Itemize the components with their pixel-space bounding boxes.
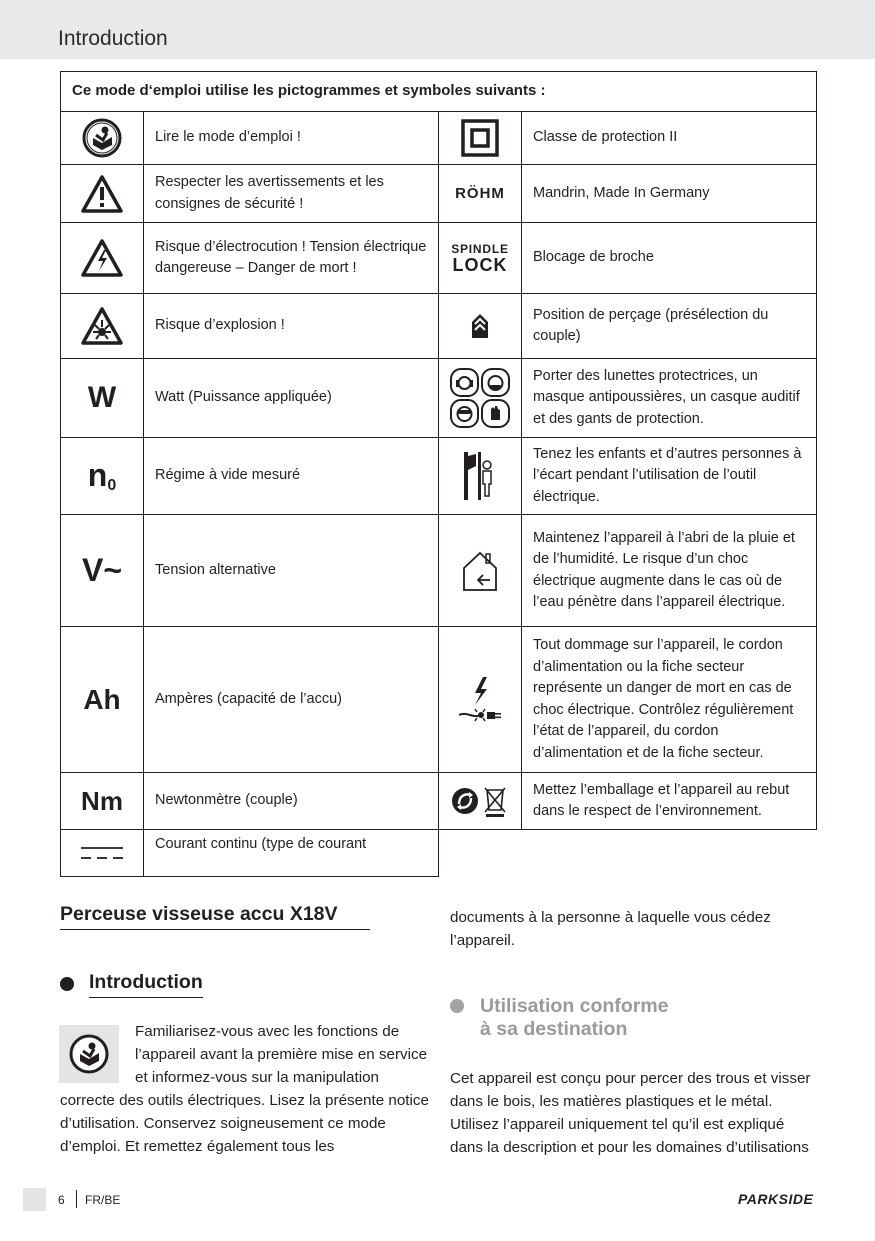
alternating-voltage-symbol: V~ [60,514,144,627]
product-title: Perceuse visseuse accu X18V [60,903,370,930]
protective-equipment-icon [438,358,522,438]
bullet-icon [60,977,74,991]
table-cell-text: Blocage de broche [521,222,817,294]
table-cell-text: Régime à vide mesuré [143,437,439,515]
no-load-speed-symbol: $n_0$ [60,437,144,515]
table-header [60,71,817,112]
table-cell-text: Lire le mode d’emploi ! [143,111,439,165]
table-cell-text: Porter des lunettes protectrices, un masque antipoussières, un casque auditif et des gants de protection. [521,358,817,438]
explosion-triangle-icon [60,293,144,359]
table-cell-text: Classe de protection II [521,111,817,165]
keep-children-away-icon [438,437,522,515]
intro-paragraph-3: documents à la personne à laquelle vous cédez l’appareil. [450,909,771,949]
protection-class-ii-icon [438,111,522,165]
recycling-icon [438,772,522,830]
spindle-lock-logo: SPINDLE LOCK [438,222,522,294]
use-paragraph: Cet appareil est conçu pour percer des trous et visser dans le bois, les matières plastiques et le métal. Utilisez l’appareil uniquement tel qu’il est expliqué dans la description et pour les domaines d’utilisations [450,1070,811,1156]
table-title: Ce mode d‘emploi utilise les pictogrammes et symboles suivants : [72,82,546,99]
table-cell-text: Mettez l’emballage et l’appareil au rebut dans le respect de l’environnement. [521,772,817,830]
indoor-use-icon [438,514,522,627]
table-cell-text: Ampères (capacité de l’accu) [143,626,439,773]
table-cell-text: Courant continu (type de courant [143,829,439,877]
table-cell-text: Tension alternative [143,514,439,627]
read-manual-icon [60,111,144,165]
use-heading: Utilisation conforme à sa destination [480,995,669,1040]
watt-symbol: W [60,358,144,438]
damaged-cord-icon [438,626,522,773]
intro-heading: Introduction [89,971,203,998]
table-cell-text: Maintenez l’appareil à l’abri de la pluie et de l’humidité. Le risque d’un choc électrique augmente dans le cas où de l’eau pénètre dans l’appareil électrique. [521,514,817,627]
table-cell-text: Respecter les avertissements et les consignes de sécurité ! [143,164,439,223]
page-title: Introduction [58,27,168,50]
table-cell-text: Tout dommage sur l’appareil, le cordon d’alimentation ou la fiche secteur représente un danger de mort en cas de choc électrique. Contrôlez régulièrement l’état de l’appareil, du cordon d’alimentation et de la fiche secteur. [521,626,817,773]
read-manual-icon [59,1025,119,1083]
table-cell-text: Watt (Puissance appliquée) [143,358,439,438]
direct-current-symbol [60,829,144,877]
header-bar [0,0,875,59]
bullet-icon [450,999,464,1013]
footer-divider [76,1190,77,1208]
table-cell-text: Risque d’électrocution ! Tension électrique dangereuse – Danger de mort ! [143,222,439,294]
table-cell-text: Risque d’explosion ! [143,293,439,359]
language-code: FR/BE [85,1193,121,1207]
drill-position-icon [438,293,522,359]
table-cell-text: Tenez les enfants et d’autres personnes à l’écart pendant l’utilisation de l’outil électrique. [521,437,817,515]
brand-logo: PARKSIDE [738,1191,814,1207]
table-cell-text: Mandrin, Made In Germany [521,164,817,223]
electric-shock-triangle-icon [60,222,144,294]
rohm-logo: RÖHM [438,164,522,223]
table-cell-text: Position de perçage (présélection du couple) [521,293,817,359]
footer-marker [23,1188,46,1211]
table-cell-text: Newtonmètre (couple) [143,772,439,830]
page-number: 6 [58,1193,65,1207]
ampere-hour-symbol: Ah [60,626,144,773]
newton-meter-symbol: Nm [60,772,144,830]
intro-paragraph-1: Familiarisez-vous avec les fonctions de l’appareil avant la première mise en service et informez-vous sur la manipulation [135,1023,428,1086]
warning-triangle-icon [60,164,144,223]
intro-paragraph-2: correcte des outils électriques. Lisez la présente notice d’utilisation. Conservez soigneusement ce mode d’emploi. Et remettez également tous les [60,1092,429,1155]
